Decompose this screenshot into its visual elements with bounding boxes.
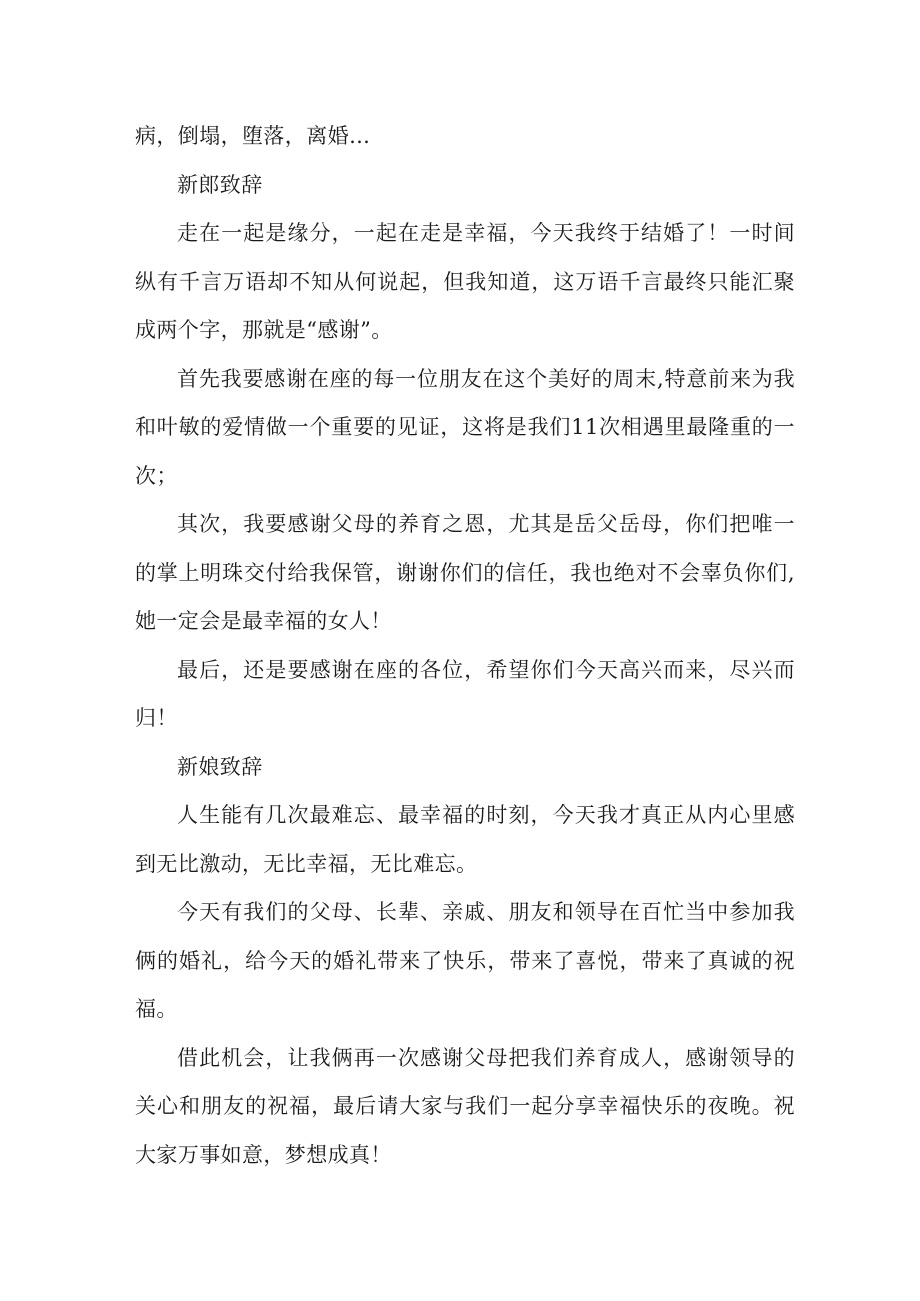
paragraph: 最后，还是要感谢在座的各位，希望你们今天高兴而来，尽兴而归！	[135, 657, 795, 730]
paragraph: 人生能有几次最难忘、最幸福的时刻，今天我才真正从内心里感到无比激动，无比幸福，无比难忘。	[135, 803, 795, 876]
paragraph: 今天有我们的父母、长辈、亲戚、朋友和领导在百忙当中参加我俩的婚礼，给今天的婚礼带来了快乐，带来了喜悦，带来了真诚的祝福。	[135, 900, 795, 1021]
paragraph: 首先我要感谢在座的每一位朋友在这个美好的周末,特意前来为我和叶敏的爱情做一个重要的见证，这将是我们11次相遇里最隆重的一次；	[135, 366, 795, 488]
paragraph-continuation: 病，倒塌，堕落，离婚…	[135, 124, 371, 148]
groom-speech-heading: 新郎致辞	[177, 172, 263, 197]
document-body	[135, 112, 795, 1179]
paragraph: 其次，我要感谢父母的养育之恩，尤其是岳父岳母，你们把唯一的掌上明珠交付给我保管，谢谢你们的信任，我也绝对不会辜负你们,她一定会是最幸福的女人！	[135, 512, 795, 633]
bride-speech-heading: 新娘致辞	[177, 754, 263, 779]
paragraph: 借此机会，让我俩再一次感谢父母把我们养育成人，感谢领导的关心和朋友的祝福，最后请大家与我们一起分享幸福快乐的夜晚。祝大家万事如意，梦想成真！	[135, 1045, 795, 1167]
paragraph: 走在一起是缘分，一起在走是幸福，今天我终于结婚了！一时间纵有千言万语却不知从何说起，但我知道，这万语千言最终只能汇聚成两个字，那就是“感谢”。	[135, 221, 795, 342]
